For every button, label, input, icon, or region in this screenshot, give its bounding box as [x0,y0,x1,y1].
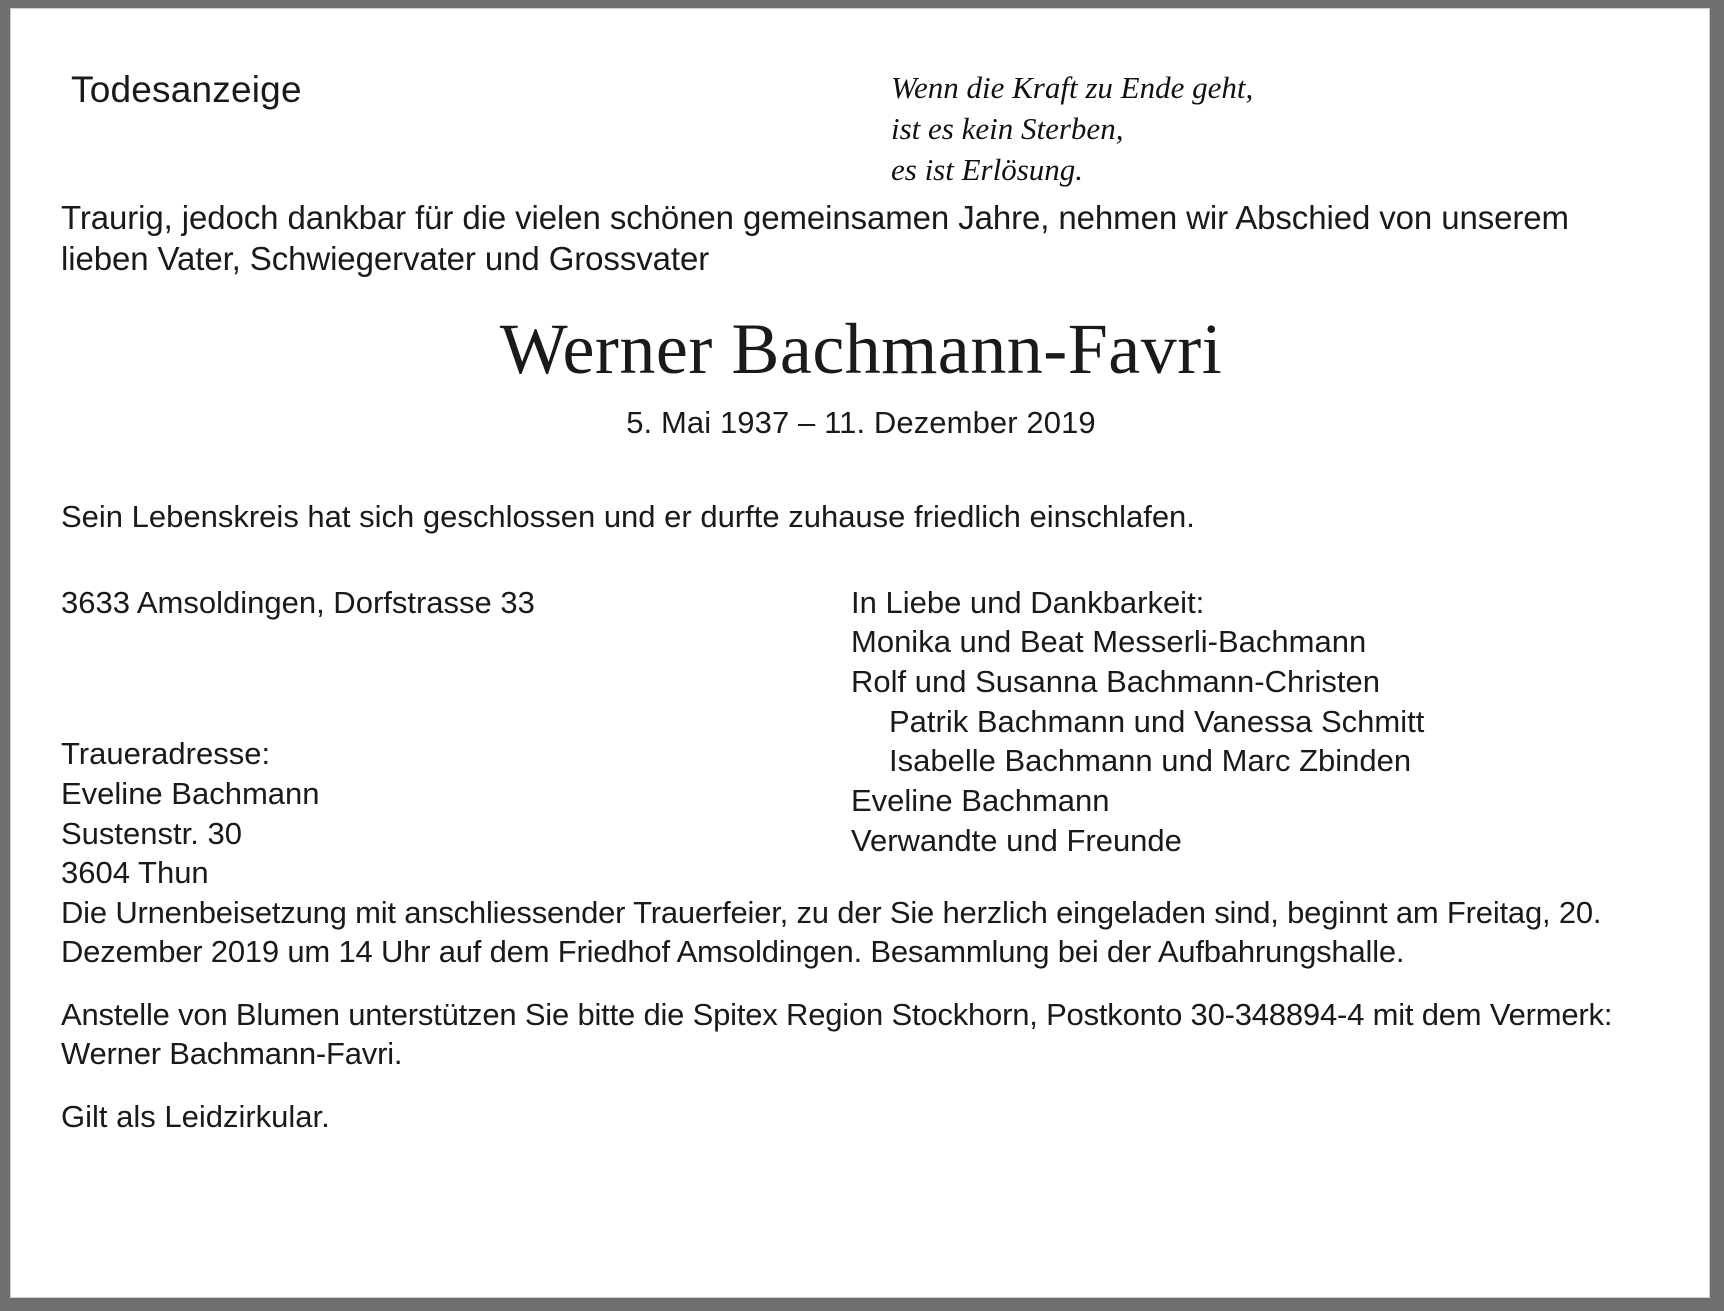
family-name: Isabelle Bachmann und Marc Zbinden [889,743,1412,779]
family-name: Patrik Bachmann und Vanessa Schmitt [889,703,1425,739]
mourning-address-line-1: Eveline Bachmann [61,776,320,812]
home-address: 3633 Amsoldingen, Dorfstrasse 33 [61,584,535,620]
life-dates: 5. Mai 1937 – 11. Dezember 2019 [626,404,1096,440]
verse-block [891,67,1253,191]
obituary-content [61,39,1661,1136]
page-title: Todesanzeige [71,69,302,110]
right-column [851,583,1641,861]
lead-paragraph: Traurig, jedoch dankbar für die vielen schönen gemeinsamen Jahre, nehmen wir Abschied von unserem lieben Vater, Schwiegervater und Grossvater [61,199,1569,278]
ceremony-paragraph: Die Urnenbeisetzung mit anschliessender Trauerfeier, zu der Sie herzlich eingeladen sind, beginnt am Freitag, 20. Dezember 2019 um 14 Uhr auf dem Friedhof Amsoldingen. Besammlung bei der Aufbahrungshalle. [61,894,1602,969]
family-name: Rolf und Susanna Bachmann-Christen [851,664,1381,700]
verse-line-2: ist es kein Sterben, [891,111,1124,147]
closing-paragraph: Gilt als Leidzirkular. [61,1098,330,1134]
mourning-address-block [61,734,821,893]
family-heading: In Liebe und Dankbarkeit: [851,584,1205,620]
address-and-family-columns [61,583,1661,891]
mourning-address-line-2: Sustenstr. 30 [61,815,242,851]
family-name: Monika und Beat Messerli-Bachmann [851,624,1367,660]
passing-note: Sein Lebenskreis hat sich geschlossen und er durfte zuhause friedlich einschlafen. [61,498,1195,534]
footer-block [61,893,1661,1136]
family-name: Verwandte und Freunde [851,822,1182,858]
family-name: Eveline Bachmann [851,783,1110,819]
header-row [61,39,1661,189]
left-column [61,583,821,893]
mourning-address-label: Traueradresse: [61,736,271,772]
verse-line-1: Wenn die Kraft zu Ende geht, [891,70,1254,105]
donation-paragraph: Anstelle von Blumen unterstützen Sie bitte die Spitex Region Stockhorn, Postkonto 30-348894-4 mit dem Vermerk: Werner Bachmann-Favri. [61,996,1613,1071]
deceased-name: Werner Bachmann-Favri [499,308,1223,389]
obituary-page [10,8,1710,1298]
mourning-address-line-3: 3604 Thun [61,855,209,891]
verse-line-3: es ist Erlösung. [891,152,1084,188]
